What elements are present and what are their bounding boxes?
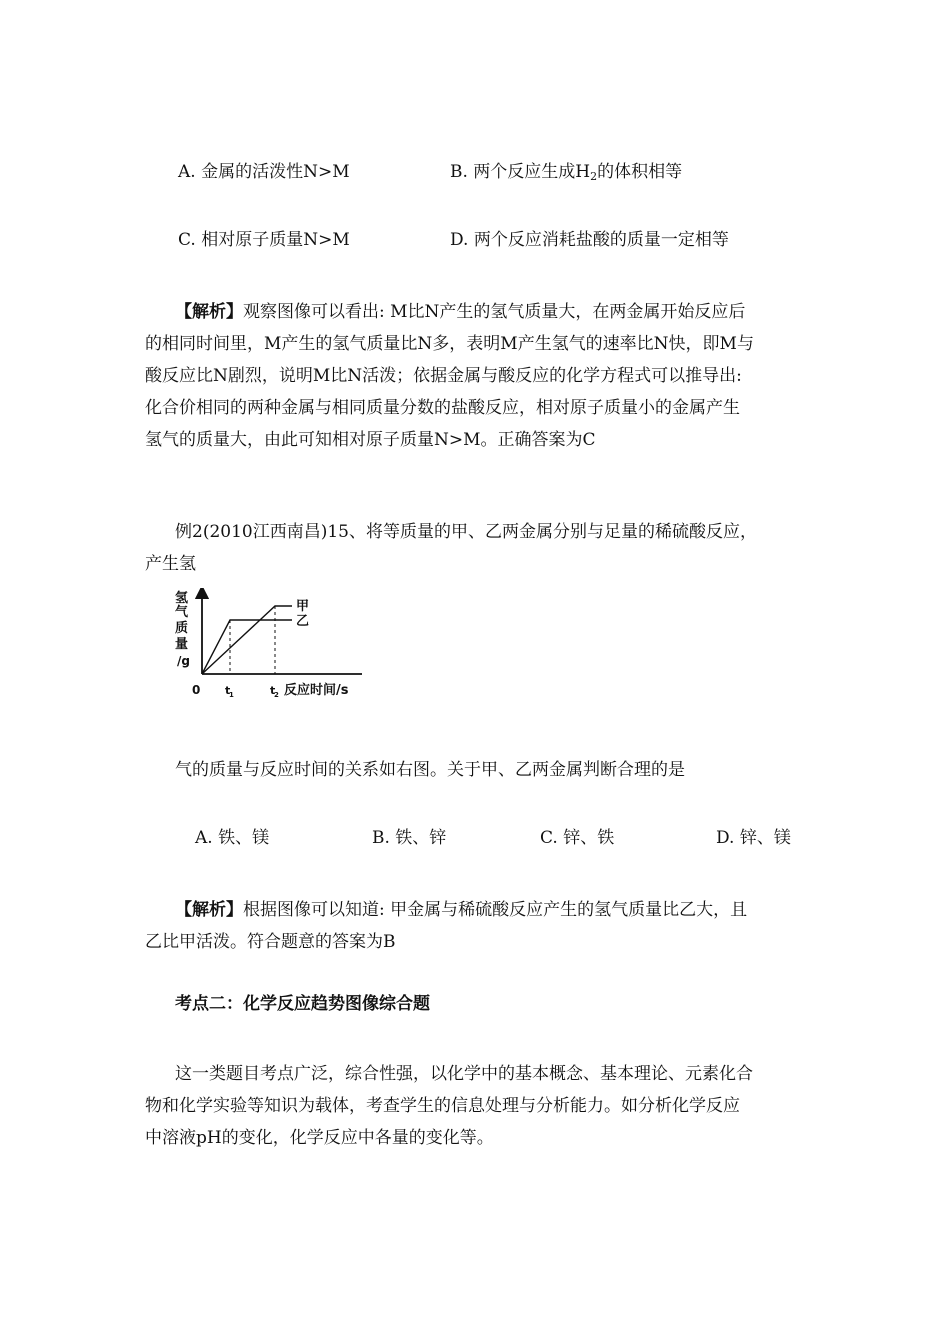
analysis-1-text: 观察图像可以看出: M比N产生的氢气质量大，在两金属开始反应后 [243,302,746,322]
analysis-1 [145,296,810,456]
analysis-2-line-2: 乙比甲活泼。符合题意的答案为B [145,932,396,952]
graph-origin-label: 0 [192,683,201,697]
analysis-2-line-1 [145,894,810,926]
graph-ylabel-5: /g [177,654,190,668]
graph-label-yi: 乙 [296,614,310,629]
analysis-1-label: 【解析】 [175,302,243,322]
graph-label-jia: 甲 [296,599,310,614]
analysis-1-line-3: 酸反应比N剧烈，说明M比N活泼；依据金属与酸反应的化学方程式可以推导出: [145,366,742,386]
section-line-3: 中溶液pH的变化，化学反应中各量的变化等。 [145,1128,494,1148]
graph-ylabel-2: 气 [175,605,189,620]
graph-t2-subscript: 2 [274,691,279,699]
q1-option-b-text-end: 的体积相等 [597,162,683,182]
example-2-line-1: 例2(2010江西南昌)15、将等质量的甲、乙两金属分别与足量的稀硫酸反应， [175,522,757,542]
q1-option-b-subscript: 2 [590,170,598,183]
analysis-1-line-4: 化合价相同的两种金属与相同质量分数的盐酸反应，相对原子质量小的金属产生 [145,398,740,418]
analysis-1-line-2: 的相同时间里，M产生的氢气质量比N多，表明M产生氢气的速率比N快，即M与 [145,334,754,354]
example-2 [145,516,810,580]
section-line-2: 物和化学实验等知识为载体，考查学生的信息处理与分析能力。如分析化学反应 [145,1096,740,1116]
q1-option-a: A. 金属的活泼性N>M [178,162,350,182]
q1-option-c: C. 相对原子质量N>M [178,230,350,250]
analysis-2-text: 根据图像可以知道: 甲金属与稀硫酸反应产生的氢气质量比乙大，且 [243,900,748,920]
analysis-1-line-1 [145,296,810,328]
analysis-2-label: 【解析】 [175,900,243,920]
q1-option-b [450,160,682,189]
graph-xlabel: 反应时间/s [284,683,349,698]
graph-ylabel-1: 氢 [175,591,189,606]
q2-option-b: B. 铁、锌 [372,828,447,848]
analysis-1-line-5: 氢气的质量大，由此可知相对原子质量N>M。正确答案为C [145,430,596,450]
analysis-2 [145,894,810,958]
graph-t2-label: t [270,684,276,697]
graph-t1-label: t [225,684,231,697]
example-2-line-3: 气的质量与反应时间的关系如右图。关于甲、乙两金属判断合理的是 [175,760,685,780]
q1-option-d: D. 两个反应消耗盐酸的质量一定相等 [450,230,729,250]
q2-option-a: A. 铁、镁 [195,828,270,848]
q2-option-c: C. 锌、铁 [540,828,615,848]
hydrogen-mass-graph [172,588,372,708]
graph-ylabel-4: 量 [175,637,189,652]
graph-curve-yi [202,620,292,674]
section-title: 考点二：化学反应趋势图像综合题 [175,994,430,1014]
q2-option-d: D. 锌、镁 [716,828,791,848]
graph-ylabel-3: 质 [175,621,189,636]
q1-option-b-text: B. 两个反应生成H [450,162,591,182]
graph-t1-subscript: 1 [229,691,234,699]
example-2-line-2: 产生氢 [145,554,196,574]
section-body [145,1058,810,1154]
section-line-1: 这一类题目考点广泛，综合性强，以化学中的基本概念、基本理论、元素化合 [175,1064,753,1084]
graph-curve-jia [202,606,292,674]
